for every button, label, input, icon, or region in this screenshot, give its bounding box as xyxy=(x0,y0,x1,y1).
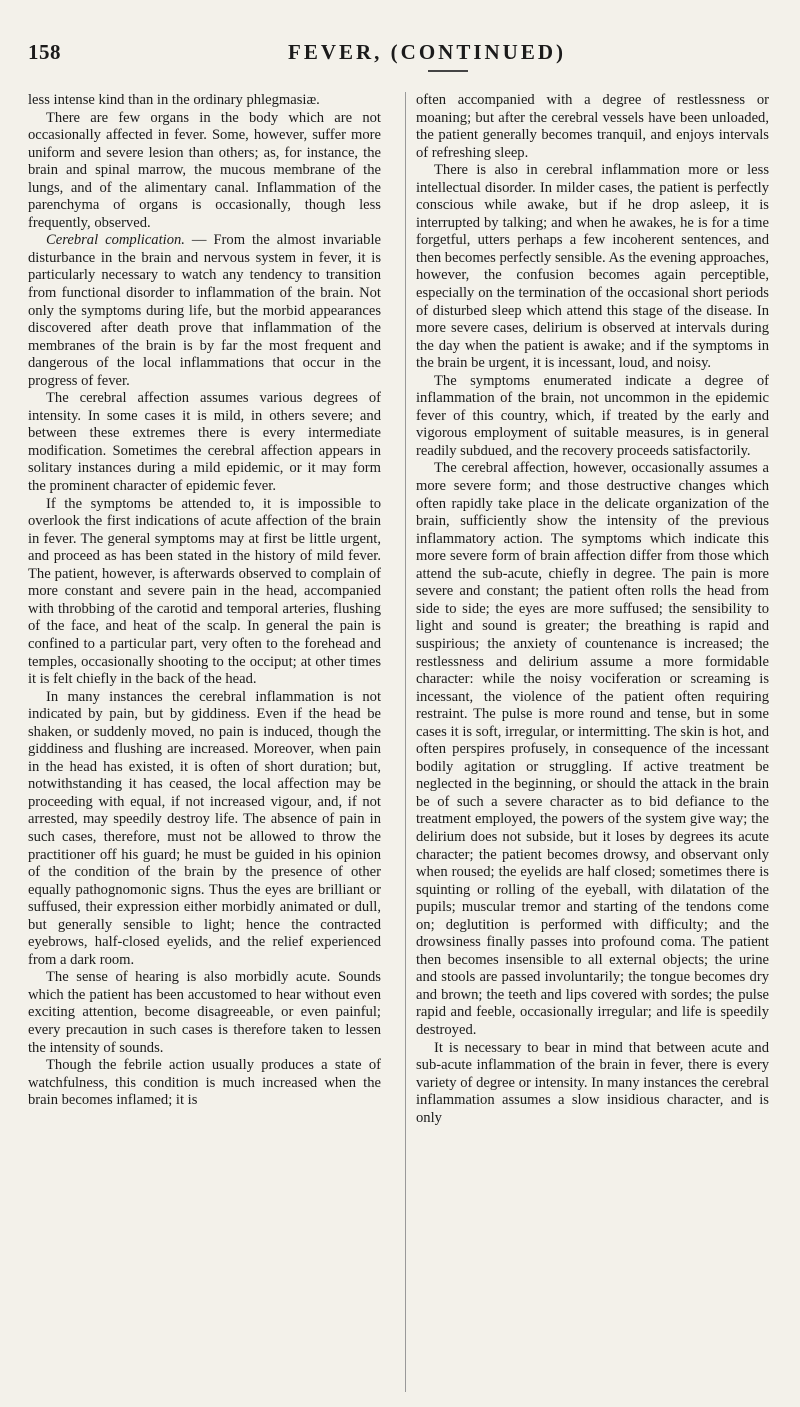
paragraph: There are few organs in the body which are not occasionally affected in fever. Some, however, suffer more uniform and severe lesion than others; as, for instance, the brain and spinal marrow, the mucous membrane of the lungs, and of the alimentary canal. Inflammation of the parenchyma of organs is occasionally, though less frequently, observed. xyxy=(28,109,381,231)
paragraph: The cerebral affection, however, occasionally assumes a more severe form; and those destructive changes which often rapidly take place in the delicate organization of the brain, sufficiently show the intensity of the previous inflammatory action. The symptoms which indicate this more severe form of brain affection differ from those which attend the sub-acute, chiefly in degree. The pain is more severe and constant; the patient often rolls the head from side to side; the eyes are more suffused; the sensibility to light and sound is greater; the breathing is rapid and suspirious; the anxiety of countenance is increased; the restlessness and delirium assume a more formidable character: while the noisy vociferation or screaming is incessant, the violence of the patient often requiring restraint. The pulse is more round and tense, but in some cases it is soft, irregular, or intermitting. The skin is hot, and often perspires profusely, in consequence of the incessant bodily agitation or struggling. If active treatment be neglected in the beginning, or should the attack in the brain be of such a severe character as to bid defiance to the treatment employed, the powers of the system give way; the delirium does not subside, but it loses by degrees its acute character; the patient becomes drowsy, and observant only when roused; the eyelids are half closed; sometimes there is squinting or rolling of the eyeball, with dilatation of the pupils; muscular tremor and starting of the tendons come on; deglutition is performed with difficulty; and the drowsiness finally passes into profound coma. The patient then becomes insensible to all external objects; the urine and stools are passed involuntarily; the tongue becomes dry and brown; the teeth and lips covered with sordes; the pulse rapid and feeble, occasionally irregular; and life is speedily destroyed. xyxy=(416,460,769,1038)
paragraph: The sense of hearing is also morbidly acute. Sounds which the patient has been accustomed to hear without even exciting attention, become disagreeable, or even painful; every precaution in such cases is therefore taken to lessen the intensity of sounds. xyxy=(28,969,381,1056)
paragraph: In many instances the cerebral inflammation is not indicated by pain, but by giddiness. Even if the head be shaken, or suddenly moved, no pain is induced, though the giddiness and flushing are increased. Moreover, when pain in the head has existed, it is often of short duration; but, notwithstanding it has ceased, the local affection may be proceeding with equal, if not increased vigour, and, if not arrested, may speedily destroy life. The absence of pain in such cases, therefore, must not be allowed to throw the practitioner off his guard; he must be guided in his opinion of the condition of the brain by the presence of other equally pathognomonic signs. Thus the eyes are brilliant or suffused, their expression either morbidly animated or dull, but generally sensible to light; hence the contracted eyebrows, half-closed eyelids, and the relief experienced from a dark room. xyxy=(28,688,381,968)
paragraph: Though the febrile action usually produces a state of watchfulness, this condition is much increased when the brain becomes inflamed; it is xyxy=(28,1057,381,1109)
paragraph: The symptoms enumerated indicate a degree of inflammation of the brain, not uncommon in the epidemic fever of this country, which, if treated by the early and vigorous employment of suitable measures, is in general readily subdued, and the recovery proceeds satisfactorily. xyxy=(416,372,769,459)
paragraph: If the symptoms be attended to, it is impossible to overlook the first indications of acute affection of the brain in fever. The general symptoms may at first be little urgent, and proceed as has been stated in the history of mild fever. The patient, however, is afterwards observed to complain of more constant and severe pain in the head, accompanied with throbbing of the carotid and temporal arteries, flushing of the face, and heat of the scalp. In general the pain is confined to a particular part, very often to the forehead and temples, occasionally shooting to the occiput; at other times it is felt chiefly in the back of the head. xyxy=(28,495,381,688)
running-head: FEVER, (CONTINUED) xyxy=(288,40,567,64)
paragraph: less intense kind than in the ordinary phlegmasiæ. xyxy=(28,92,320,108)
left-column xyxy=(28,92,381,1110)
section-heading: Cerebral complication. xyxy=(46,232,185,249)
column-divider xyxy=(405,92,406,1392)
paragraph xyxy=(28,232,381,390)
paragraph: It is necessary to bear in mind that between acute and sub-acute inflammation of the brain in fever, there is every variety of degree or intensity. In many instances the cerebral inflammation assumes a slow insidious character, and is only xyxy=(416,1039,769,1126)
paragraph: often accompanied with a degree of restlessness or moaning; but after the cerebral vessels have been unloaded, the patient generally becomes tranquil, and enjoys intervals of refreshing sleep. xyxy=(416,92,769,161)
right-column xyxy=(416,92,769,1127)
header-ornament xyxy=(428,70,468,72)
page-number: 158 xyxy=(28,40,61,64)
paragraph: There is also in cerebral inflammation more or less intellectual disorder. In milder cases, the patient is perfectly conscious while awake, but if he drop asleep, it is interrupted by talking; and when he awakes, he is for a time forgetful, utters perhaps a few incoherent sentences, and then becomes perfectly sensible. As the evening approaches, however, the confusion becomes again perceptible, especially on the termination of the occasional short periods of disturbed sleep which attend this stage of the disease. In more severe cases, delirium is observed at intervals during the day when the patient is awake; and if the symptoms in the brain be urgent, it is incessant, loud, and noisy. xyxy=(416,162,769,372)
paragraph-text: — From the almost invariable disturbance in the brain and nervous system in fever, it is particularly necessary to watch any tendency to transition from functional disorder to inflammation of the brain. Not only the symptoms during life, but the morbid appearances discovered after death prove that inflammation of the membranes of the brain is by far the most frequent and dangerous of the local inflammations that occur in the progress of fever. xyxy=(28,232,381,389)
paragraph: The cerebral affection assumes various degrees of intensity. In some cases it is mild, in others severe; and between these extremes there is every intermediate modification. Sometimes the cerebral affection appears in solitary instances during a mild epidemic, or it may form the prominent character of epidemic fever. xyxy=(28,390,381,495)
